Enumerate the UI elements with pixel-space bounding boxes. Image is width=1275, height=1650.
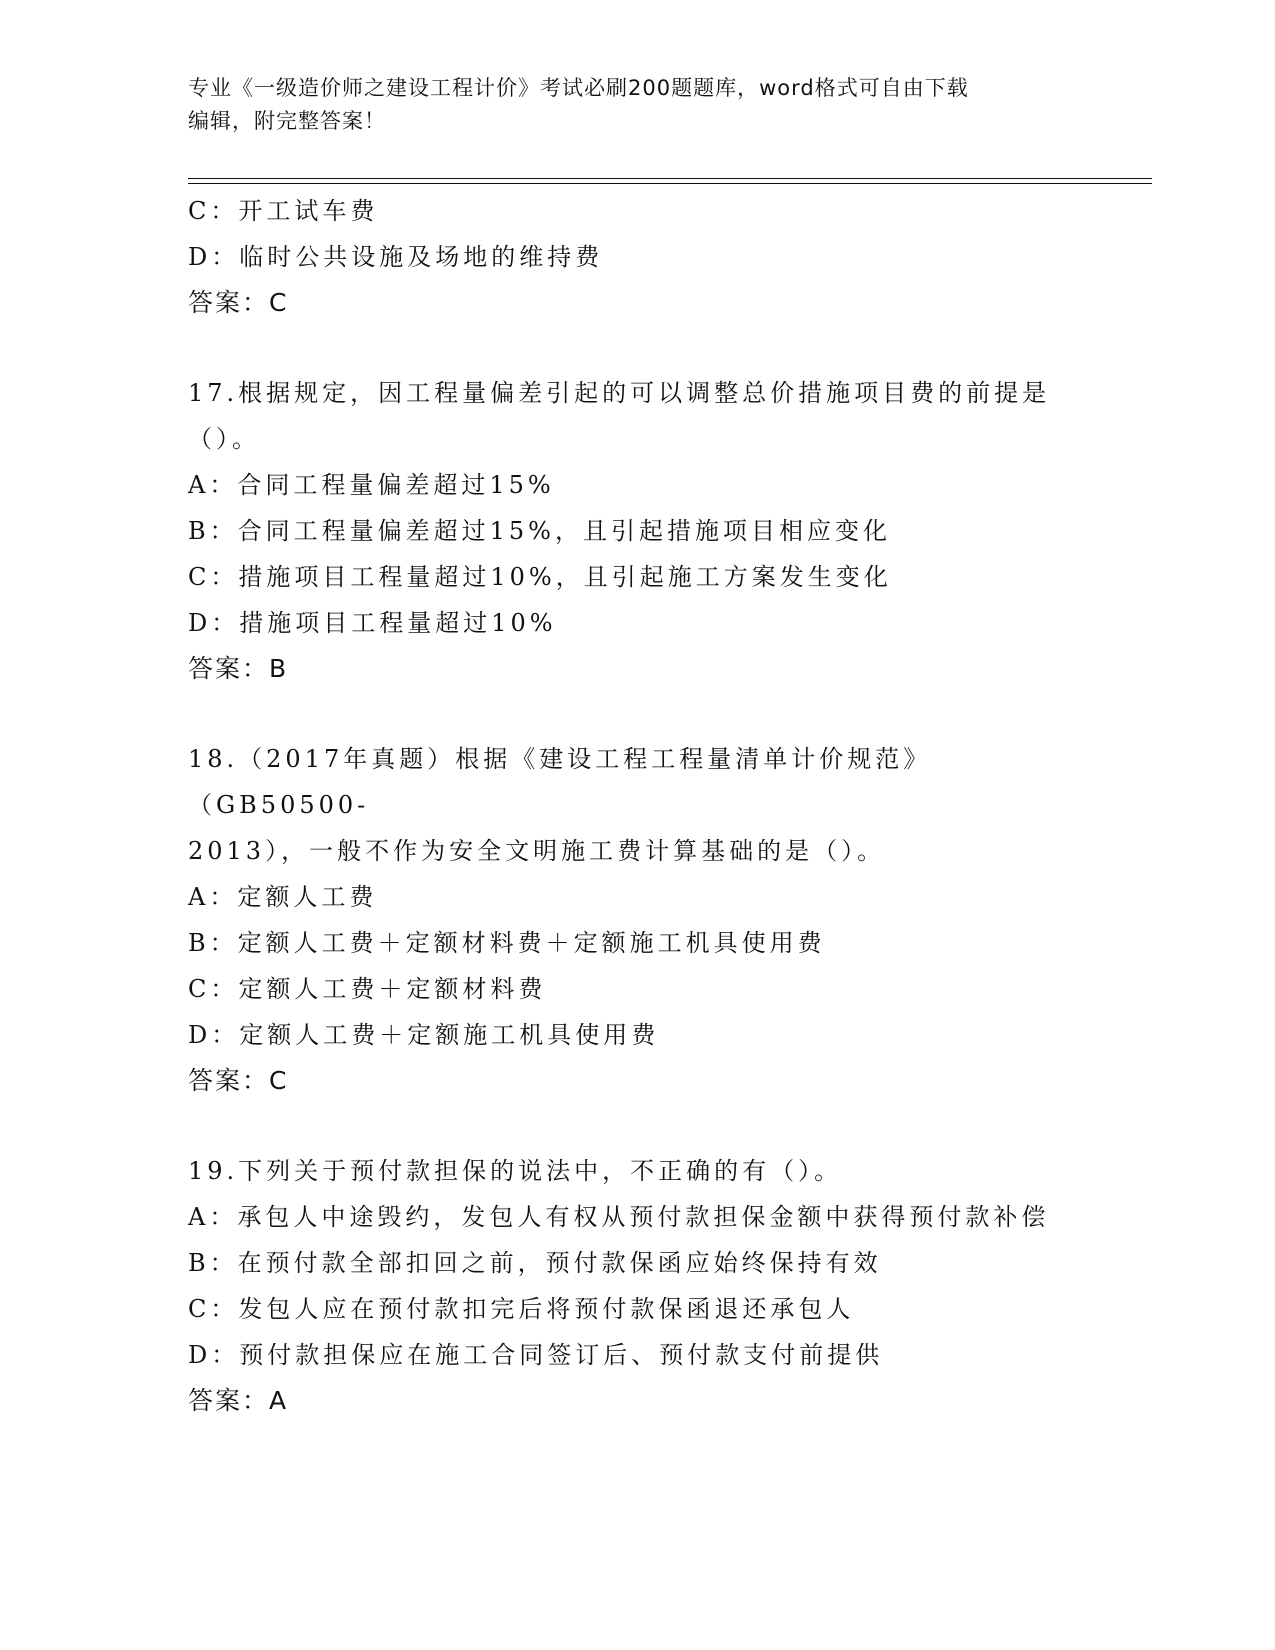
continued-question xyxy=(188,188,1088,326)
question-text-line-1: 18.（2017年真题）根据《建设工程工程量清单计价规范》（GB50500- xyxy=(188,745,932,819)
option-d: D：定额人工费＋定额施工机具使用费 xyxy=(188,1021,660,1049)
answer-line: 答案：B xyxy=(188,654,289,683)
page-header xyxy=(188,72,1088,138)
question-19 xyxy=(188,1148,1088,1424)
answer-line: 答案：A xyxy=(188,1386,289,1415)
answer-line: 答案：C xyxy=(188,1066,289,1095)
answer-line: 答案：C xyxy=(188,288,289,317)
question-17 xyxy=(188,370,1088,692)
question-18 xyxy=(188,736,1088,1104)
option-c: C：定额人工费＋定额材料费 xyxy=(188,975,547,1003)
option-a: A：承包人中途毁约，发包人有权从预付款担保金额中获得预付款补偿 xyxy=(188,1203,1050,1231)
option-c: C：开工试车费 xyxy=(188,197,379,225)
option-c: C：发包人应在预付款扣完后将预付款保函退还承包人 xyxy=(188,1295,855,1323)
question-text-line-1: 17.根据规定，因工程量偏差引起的可以调整总价措施项目费的前提是 xyxy=(188,379,1051,407)
option-c: C：措施项目工程量超过10%，且引起施工方案发生变化 xyxy=(188,563,892,591)
option-b: B：在预付款全部扣回之前，预付款保函应始终保持有效 xyxy=(188,1249,882,1277)
header-divider-top xyxy=(188,178,1152,179)
question-text-line-1: 19.下列关于预付款担保的说法中，不正确的有（）。 xyxy=(188,1157,843,1185)
question-content xyxy=(188,188,1088,1424)
option-a: A：合同工程量偏差超过15% xyxy=(188,471,555,499)
header-divider-bottom xyxy=(188,183,1152,184)
option-b: B：合同工程量偏差超过15%，且引起措施项目相应变化 xyxy=(188,517,891,545)
option-d: D：临时公共设施及场地的维持费 xyxy=(188,243,604,271)
option-d: D：预付款担保应在施工合同签订后、预付款支付前提供 xyxy=(188,1341,884,1369)
option-b: B：定额人工费＋定额材料费＋定额施工机具使用费 xyxy=(188,929,826,957)
option-a: A：定额人工费 xyxy=(188,883,378,911)
question-text-line-2: （）。 xyxy=(188,425,260,453)
question-text-line-2: 2013），一般不作为安全文明施工费计算基础的是（）。 xyxy=(188,837,886,865)
header-title-line-1: 专业《一级造价师之建设工程计价》考试必刷200题题库，word格式可自由下载 xyxy=(188,76,969,100)
header-title-line-2: 编辑，附完整答案！ xyxy=(188,109,386,133)
option-d: D：措施项目工程量超过10% xyxy=(188,609,557,637)
